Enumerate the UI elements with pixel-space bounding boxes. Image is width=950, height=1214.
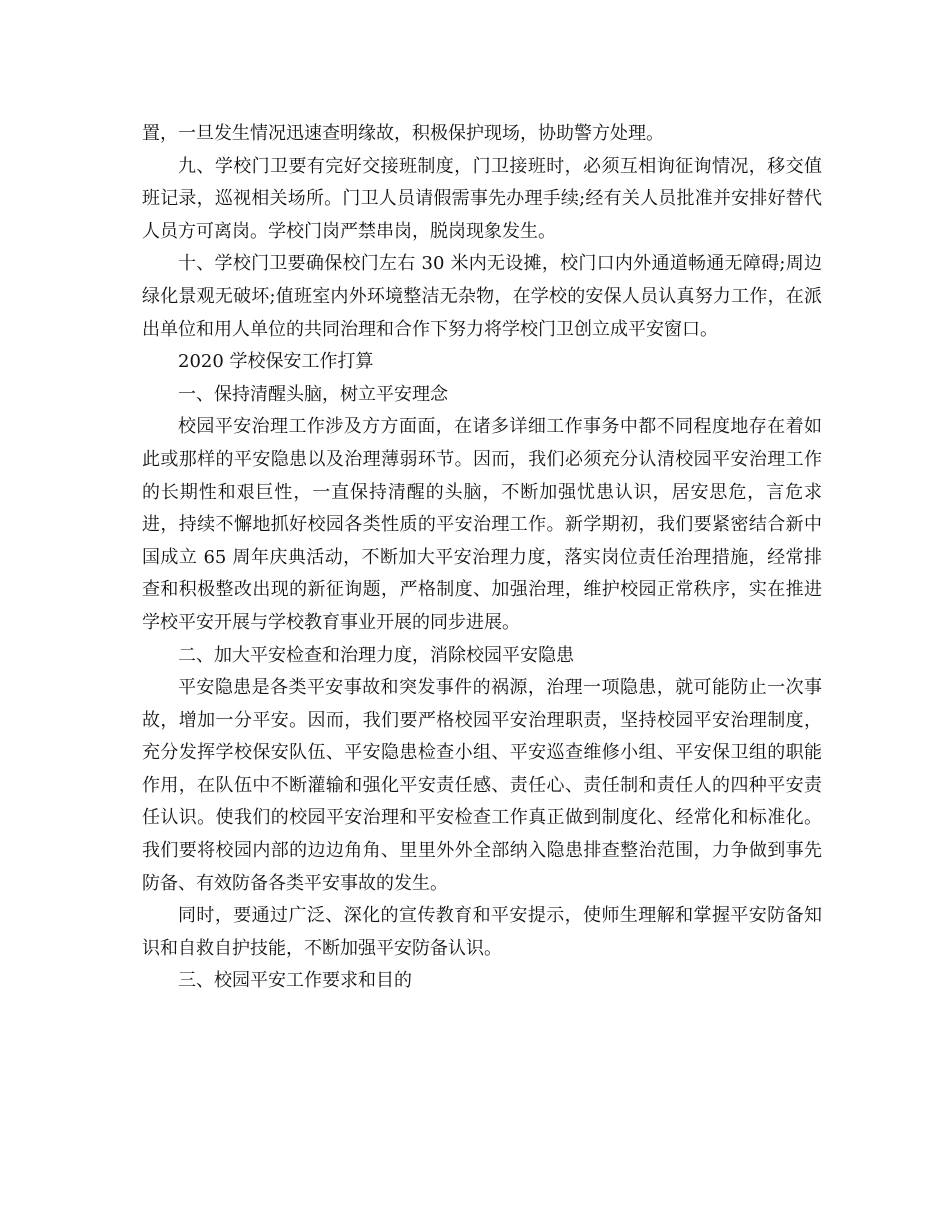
paragraph-continuation: 置，一旦发生情况迅速查明缘故，积极保护现场，协助警方处理。 <box>142 123 664 144</box>
paragraph-two-body: 平安隐患是各类平安事故和突发事件的祸源，治理一项隐患，就可能防止一次事故，增加一分平安。因而，我们要严格校园平安治理职责，坚持校园平安治理制度，充分发挥学校保安队伍、平安隐患检查小组、平安巡查维修小组、平安保卫组的职能作用，在队伍中不断灌输和强化平安责任感、责任心、责任制和责任人的四种平安责任认识。使我们的校园平安治理和平安检查工作真正做到制度化、经常化和标准化。我们要将校园内部的边边角角、里里外外全部纳入隐患排查整治范围，力争做到事先防备、有效防备各类平安事故的发生。 <box>142 677 822 894</box>
paragraph-nine: 九、学校门卫要有完好交接班制度，门卫接班时，必须互相询征询情况，移交值班记录，巡视相关场所。门卫人员请假需事先办理手续;经有关人员批准并安排好替代人员方可离岗。学校门岗严禁串岗，脱岗现象发生。 <box>142 155 822 242</box>
section-heading-two: 二、加大平安检查和治理力度，消除校园平安隐患 <box>178 644 574 666</box>
paragraph-two-body-2: 同时，要通过广泛、深化的宣传教育和平安提示，使师生理解和掌握平安防备知识和自救自护技能，不断加强平安防备认识。 <box>142 905 822 959</box>
section-heading-plan: 2020 学校保安工作打算 <box>178 351 374 373</box>
paragraph-one-body: 校园平安治理工作涉及方方面面，在诸多详细工作事务中都不同程度地存在着如此或那样的平安隐患以及治理薄弱环节。因而，我们必须充分认清校园平安治理工作的长期性和艰巨性，一直保持清醒的头脑，不断加强忧患认识，居安思危，言危求进，持续不懈地抓好校园各类性质的平安治理工作。新学期初，我们要紧密结合新中国成立 65 周年庆典活动，不断加大平安治理力度，落实岗位责任治理措施，经常排查和积极整改出现的新征询题，严格制度、加强治理，维护校园正常秩序，实在推进学校平安开展与学校教育事业开展的同步进展。 <box>142 416 822 633</box>
document-body <box>142 118 822 998</box>
section-heading-three: 三、校园平安工作要求和目的 <box>178 970 412 992</box>
section-heading-one: 一、保持清醒头脑，树立平安理念 <box>178 383 448 405</box>
paragraph-ten: 十、学校门卫要确保校门左右 30 米内无设摊，校门口内外通道畅通无障碍;周边绿化景观无破坏;值班室内外环境整洁无杂物，在学校的安保人员认真努力工作，在派出单位和用人单位的共同治理和合作下努力将学校门卫创立成平安窗口。 <box>142 253 822 340</box>
